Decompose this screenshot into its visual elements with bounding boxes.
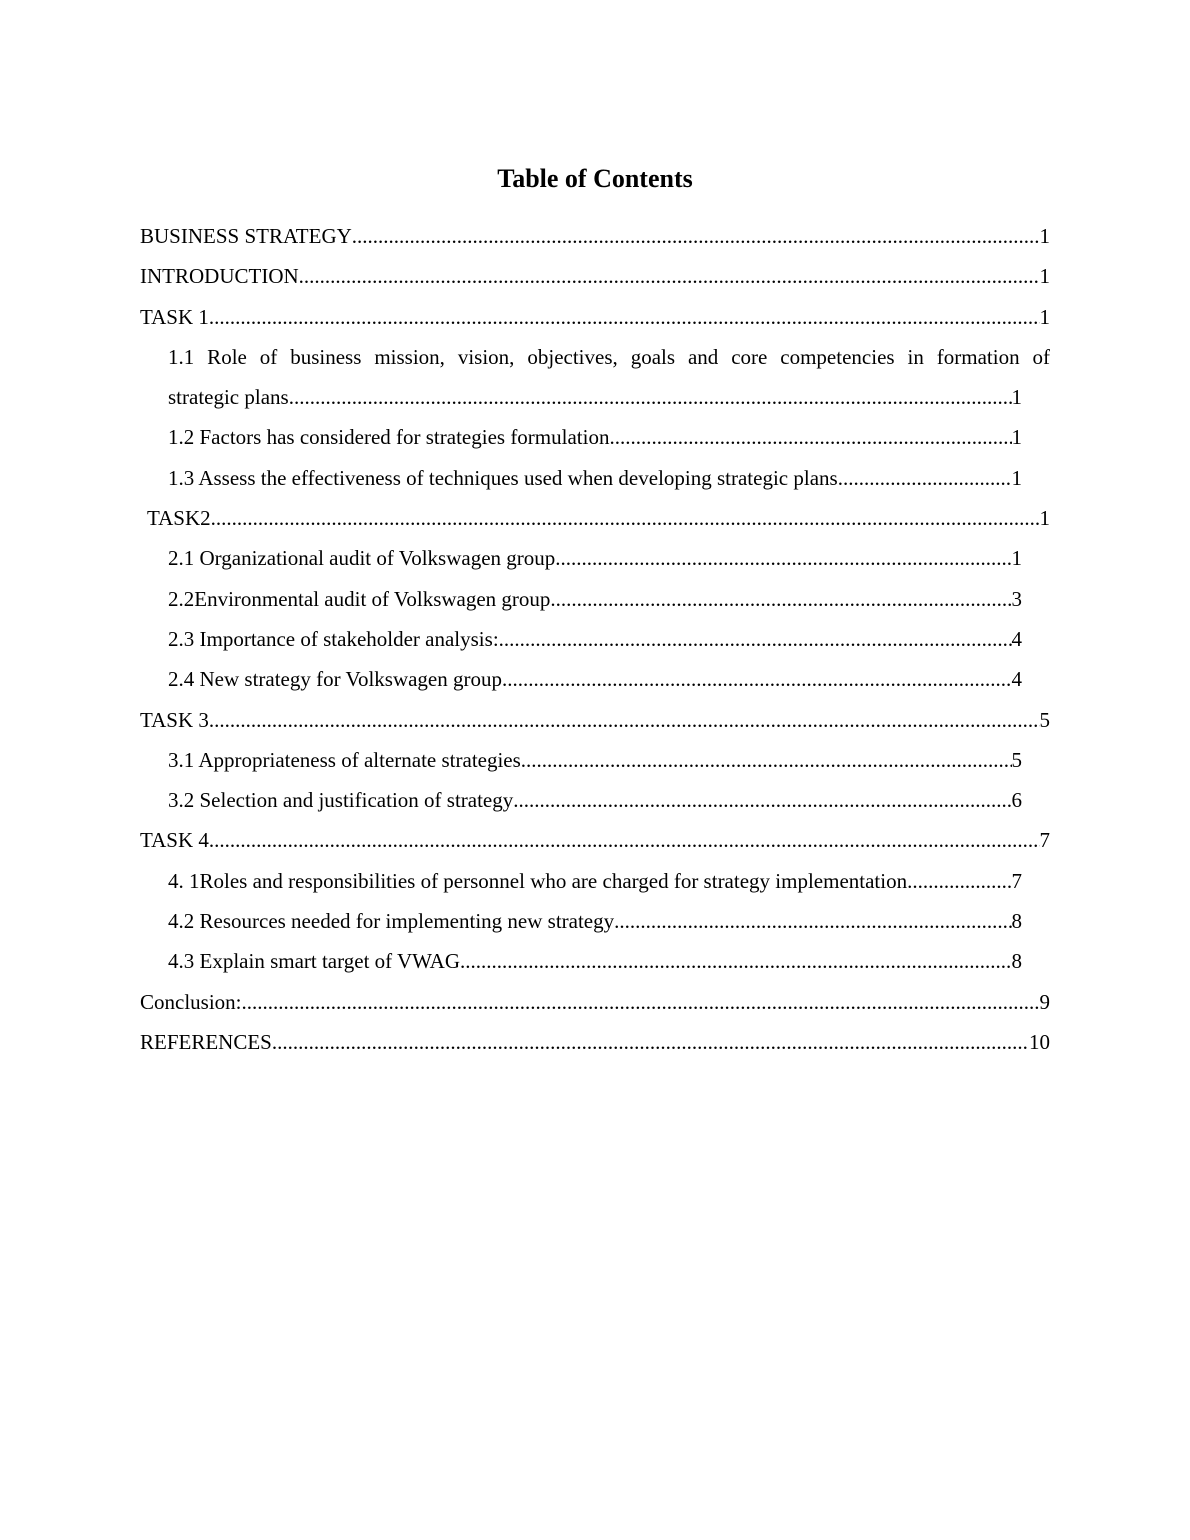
dot-leader — [299, 256, 1040, 296]
toc-entry-2-3[interactable] — [168, 619, 1022, 659]
toc-entry-3-1[interactable] — [168, 740, 1022, 780]
dot-leader — [521, 740, 1012, 780]
dot-leader — [614, 901, 1011, 941]
toc-page-number: 4 — [1011, 667, 1022, 692]
toc-entry-text: REFERENCES — [140, 1029, 272, 1054]
toc-entry-text: TASK 4 — [140, 828, 209, 853]
toc-entry-2-4[interactable] — [168, 659, 1022, 699]
toc-entry-task-2[interactable] — [147, 498, 1050, 538]
toc-entry-text: 4. 1Roles and responsibilities of personnel who are charged for strategy implementation.. — [168, 868, 918, 893]
toc-entry-conclusion[interactable] — [140, 982, 1050, 1022]
toc-page-number: 4 — [1011, 626, 1022, 651]
dot-leader — [352, 216, 1040, 256]
toc-page-number: 1 — [1011, 425, 1022, 450]
toc-entry-4-3[interactable] — [168, 941, 1022, 981]
dot-leader — [513, 780, 1011, 820]
dot-leader — [209, 297, 1040, 337]
toc-entry-continuation — [168, 377, 1022, 417]
dot-leader — [211, 498, 1040, 538]
dot-leader — [209, 700, 1040, 740]
toc-entry-business-strategy[interactable] — [140, 216, 1050, 256]
dot-leader — [289, 377, 1012, 417]
toc-entry-1-2[interactable] — [168, 417, 1022, 457]
toc-entry-text: 3.1 Appropriateness of alternate strategies — [168, 747, 521, 772]
toc-entry-task-1[interactable] — [140, 297, 1050, 337]
dot-leader — [609, 417, 1011, 457]
toc-title: Table of Contents — [497, 164, 693, 193]
toc-page-number: 7 — [1039, 828, 1050, 853]
toc-entry-text: Conclusion: — [140, 989, 242, 1014]
toc-entry-text: 4.2 Resources needed for implementing new strategy — [168, 909, 615, 934]
toc-page-number: 7 — [1011, 868, 1022, 893]
toc-entry-references[interactable] — [140, 1022, 1050, 1062]
toc-entry-text: 2.4 New strategy for Volkswagen group — [168, 667, 503, 692]
toc-entry-2-1[interactable] — [168, 538, 1022, 578]
toc-entry-text: TASK 1 — [140, 304, 209, 329]
dot-leader — [838, 458, 1012, 498]
dot-leader — [918, 861, 1012, 901]
toc-page-number: 10 — [1029, 1029, 1050, 1054]
toc-entry-text: 1.1 Role of business mission, vision, objectives, goals and core competencies in formation of — [168, 344, 1050, 369]
toc-entry-introduction[interactable] — [140, 256, 1050, 296]
toc-entry-text: BUSINESS STRATEGY — [140, 224, 352, 248]
dot-leader — [460, 941, 1011, 981]
toc-page-number: 1 — [1039, 506, 1050, 531]
toc-entry-task-4[interactable] — [140, 820, 1050, 860]
toc-entry-text: 3.2 Selection and justification of strategy — [168, 788, 514, 813]
toc-page-number: 1 — [1011, 385, 1022, 410]
toc-entry-4-1[interactable] — [168, 861, 1022, 901]
toc-page-number: 9 — [1039, 989, 1050, 1014]
toc-page-number: 8 — [1011, 949, 1022, 974]
toc-entry-text: 1.2 Factors has considered for strategies formulation — [168, 425, 610, 450]
toc-entry-text: 2.1 Organizational audit of Volkswagen group — [168, 546, 556, 571]
toc-page-number: 1 — [1039, 304, 1050, 329]
dot-leader — [499, 619, 1012, 659]
dot-leader — [555, 538, 1011, 578]
toc-page-number: 1 — [1011, 546, 1022, 571]
toc-entry-3-2[interactable] — [168, 780, 1022, 820]
toc-entry-2-2[interactable] — [168, 579, 1022, 619]
toc-entry-1-1[interactable] — [168, 337, 1050, 418]
dot-leader — [272, 1022, 1029, 1062]
toc-entry-text: TASK 3 — [140, 707, 209, 732]
dot-leader — [209, 820, 1040, 860]
dot-leader — [502, 659, 1011, 699]
toc-page-number: 1 — [1039, 224, 1050, 248]
toc-page-number: 3 — [1011, 586, 1022, 611]
table-of-contents — [0, 216, 1190, 1062]
toc-page-number: 1 — [1039, 264, 1050, 289]
toc-entry-text: 2.3 Importance of stakeholder analysis: — [168, 626, 499, 651]
toc-page-number: 8 — [1011, 909, 1022, 934]
toc-entry-text: 4.3 Explain smart target of VWAG — [168, 949, 461, 974]
toc-entry-1-3[interactable] — [168, 458, 1022, 498]
toc-entry-text: INTRODUCTION — [140, 264, 299, 289]
dot-leader — [550, 579, 1011, 619]
toc-page-number: 6 — [1011, 788, 1022, 813]
toc-entry-4-2[interactable] — [168, 901, 1022, 941]
toc-page-number: 5 — [1039, 707, 1050, 732]
toc-entry-text: strategic plans — [168, 385, 289, 410]
toc-page-number: 5 — [1011, 747, 1022, 772]
toc-entry-text: 2.2Environmental audit of Volkswagen group — [168, 586, 551, 611]
toc-entry-text: TASK2 — [147, 506, 211, 531]
toc-entry-task-3[interactable] — [140, 700, 1050, 740]
toc-page-number: 1 — [1011, 465, 1022, 490]
toc-entry-text: 1.3 Assess the effectiveness of techniques used when developing strategic plans — [168, 465, 838, 490]
dot-leader — [242, 982, 1040, 1022]
